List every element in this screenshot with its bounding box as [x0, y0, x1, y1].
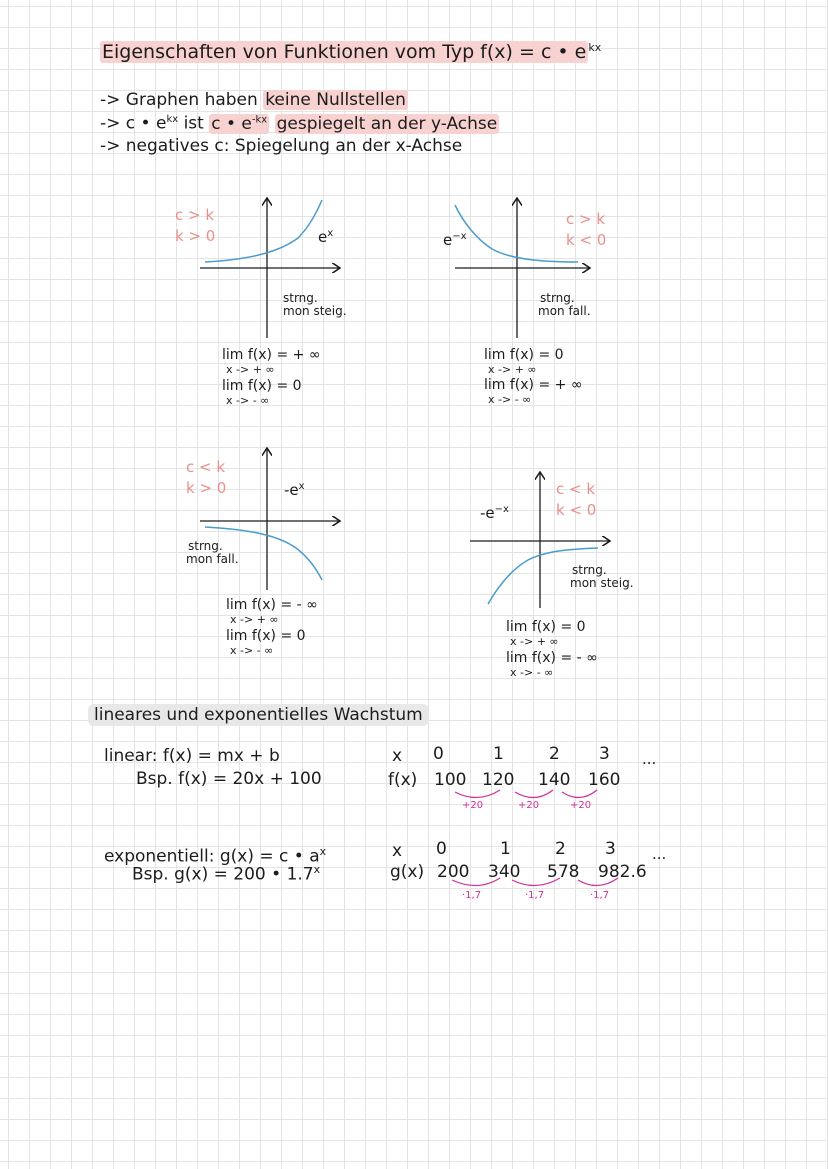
linear-x-0: 0: [433, 744, 444, 764]
exponential-step-3: ·1,7: [590, 890, 610, 901]
graph-1-condition-2: k > 0: [175, 227, 216, 245]
exponential-y-0: 200: [437, 862, 470, 882]
graph-2-lim-2: lim f(x) = + ∞: [484, 377, 583, 393]
exponential-x-0: 0: [436, 839, 447, 859]
linear-y-1: 120: [482, 770, 515, 790]
graph-2-label-exp: −x: [452, 231, 467, 242]
linear-x-1: 1: [493, 744, 504, 764]
graph-3-function-label: [284, 482, 305, 498]
linear-step-3: +20: [570, 800, 592, 811]
exponential-x-3: 3: [605, 839, 616, 859]
graph-3-mono-2: mon fall.: [186, 552, 239, 566]
exponential-y-label: g(x): [390, 862, 425, 882]
section-heading-text: lineares und exponentielles Wachstum: [88, 704, 429, 726]
graph-4-condition-2: k < 0: [556, 501, 597, 519]
graph-3-label-exp: x: [298, 481, 305, 492]
graph-1-lim-2-sub: x -> - ∞: [226, 394, 270, 407]
linear-step-2: +20: [518, 800, 540, 811]
section-heading: [88, 707, 429, 724]
linear-y-0: 100: [434, 770, 467, 790]
linear-arc-2: [515, 790, 553, 798]
bullet-2-phrase: gespiegelt an der y-Achse: [276, 113, 498, 134]
graph-3-lim-1: lim f(x) = - ∞: [226, 597, 318, 613]
graph-2-mono-2: mon fall.: [538, 304, 591, 318]
graph-1-label-exp: x: [327, 228, 334, 239]
graph-3-lim-2-sub: x -> - ∞: [230, 644, 274, 657]
bullet-1-prefix: -> Graphen haben: [100, 90, 258, 110]
graph-1-lim-2: lim f(x) = 0: [222, 378, 302, 394]
linear-step-1: +20: [462, 800, 484, 811]
linear-arc-1: [455, 790, 500, 798]
graph-1-curve: [205, 200, 322, 262]
graph-4-lim-2: lim f(x) = - ∞: [506, 650, 598, 666]
graph-1-lim-1: lim f(x) = + ∞: [222, 347, 321, 363]
title-text: Eigenschaften von Funktionen vom Typ f(x) = c • e: [102, 41, 587, 64]
bullet-1-highlight: keine Nullstellen: [265, 90, 406, 110]
exponential-y-2: 578: [547, 862, 580, 882]
graph-4-lim-2-sub: x -> - ∞: [510, 666, 554, 679]
linear-example: Bsp. f(x) = 20x + 100: [136, 769, 322, 789]
graph-2-label-base: e: [443, 231, 453, 249]
graph-4-lim-1: lim f(x) = 0: [506, 619, 586, 635]
linear-y-label: f(x): [388, 770, 418, 790]
graph-4-function-label: [480, 505, 509, 521]
graph-2-condition-2: k < 0: [566, 231, 607, 249]
graph-3-condition-1: c < k: [186, 458, 226, 476]
graph-2-lim-1: lim f(x) = 0: [484, 347, 564, 363]
exponential-formula-text: exponentiell: g(x) = c • a: [104, 846, 320, 867]
exponential-step-2: ·1,7: [525, 890, 545, 901]
exponential-x-2: 2: [555, 839, 566, 859]
graph-4-label-exp: −x: [494, 504, 509, 515]
exponential-step-1: ·1,7: [462, 890, 482, 901]
graph-2-condition-1: c > k: [566, 210, 606, 228]
linear-formula: linear: f(x) = mx + b: [104, 746, 280, 766]
bullet-2-term-c-text: c • e: [211, 113, 252, 134]
bullet-3-text: -> negatives c: Spiegelung an der x-Achse: [100, 136, 463, 156]
graph-4-mono-2: mon steig.: [570, 576, 634, 590]
exponential-example-text: Bsp. g(x) = 200 • 1.7: [132, 864, 314, 885]
graph-2-mono-1: strng.: [540, 291, 575, 305]
graph-4-mono-1: strng.: [572, 563, 607, 577]
linear-y-3: 160: [588, 770, 621, 790]
graph-3-label-base: -e: [284, 481, 299, 499]
graph-3-lim-2: lim f(x) = 0: [226, 628, 306, 644]
linear-arc-3: [562, 790, 597, 798]
exponential-y-3: 982.6: [598, 862, 647, 882]
graph-4-label-base: -e: [480, 504, 495, 522]
exponential-formula: [104, 846, 326, 866]
bullet-2-exp-c: -kx: [251, 114, 268, 125]
exponential-dots: ...: [652, 845, 667, 863]
graph-3-mono-1: strng.: [188, 539, 223, 553]
bullet-2-word: ist: [183, 113, 204, 134]
graph-4-lim-1-sub: x -> + ∞: [510, 635, 559, 648]
bullet-2-term-a: -> c • e: [100, 113, 167, 134]
exponential-example-exp: x: [313, 863, 321, 876]
exponential-x-label: x: [392, 841, 403, 861]
exponential-formula-exp: x: [319, 845, 327, 858]
graph-1-label-base: e: [318, 228, 328, 246]
linear-dots: ...: [642, 750, 657, 768]
exponential-example: [132, 864, 320, 884]
graph-4-condition-1: c < k: [556, 480, 596, 498]
title-exponent: kx: [588, 41, 602, 54]
graph-1-condition-1: c > k: [175, 206, 215, 224]
exponential-y-1: 340: [488, 862, 521, 882]
bullet-2-exp-a: kx: [166, 114, 179, 125]
graph-1-mono-1: strng.: [283, 291, 318, 305]
graph-2-lim-2-sub: x -> - ∞: [488, 393, 532, 406]
graph-3-condition-2: k > 0: [186, 479, 227, 497]
linear-y-2: 140: [538, 770, 571, 790]
linear-step-arcs: [455, 790, 597, 798]
linear-x-label: x: [392, 746, 403, 766]
graph-3-lim-1-sub: x -> + ∞: [230, 613, 279, 626]
graph-2-function-label: [443, 232, 467, 248]
graph-2-lim-1-sub: x -> + ∞: [488, 363, 537, 376]
exponential-step-arcs: [452, 878, 618, 886]
graph-1-function-label: [318, 229, 333, 245]
exponential-x-1: 1: [500, 839, 511, 859]
graph-1-mono-2: mon steig.: [283, 304, 347, 318]
graph-1-lim-1-sub: x -> + ∞: [226, 363, 275, 376]
linear-x-3: 3: [599, 744, 610, 764]
linear-x-2: 2: [549, 744, 560, 764]
